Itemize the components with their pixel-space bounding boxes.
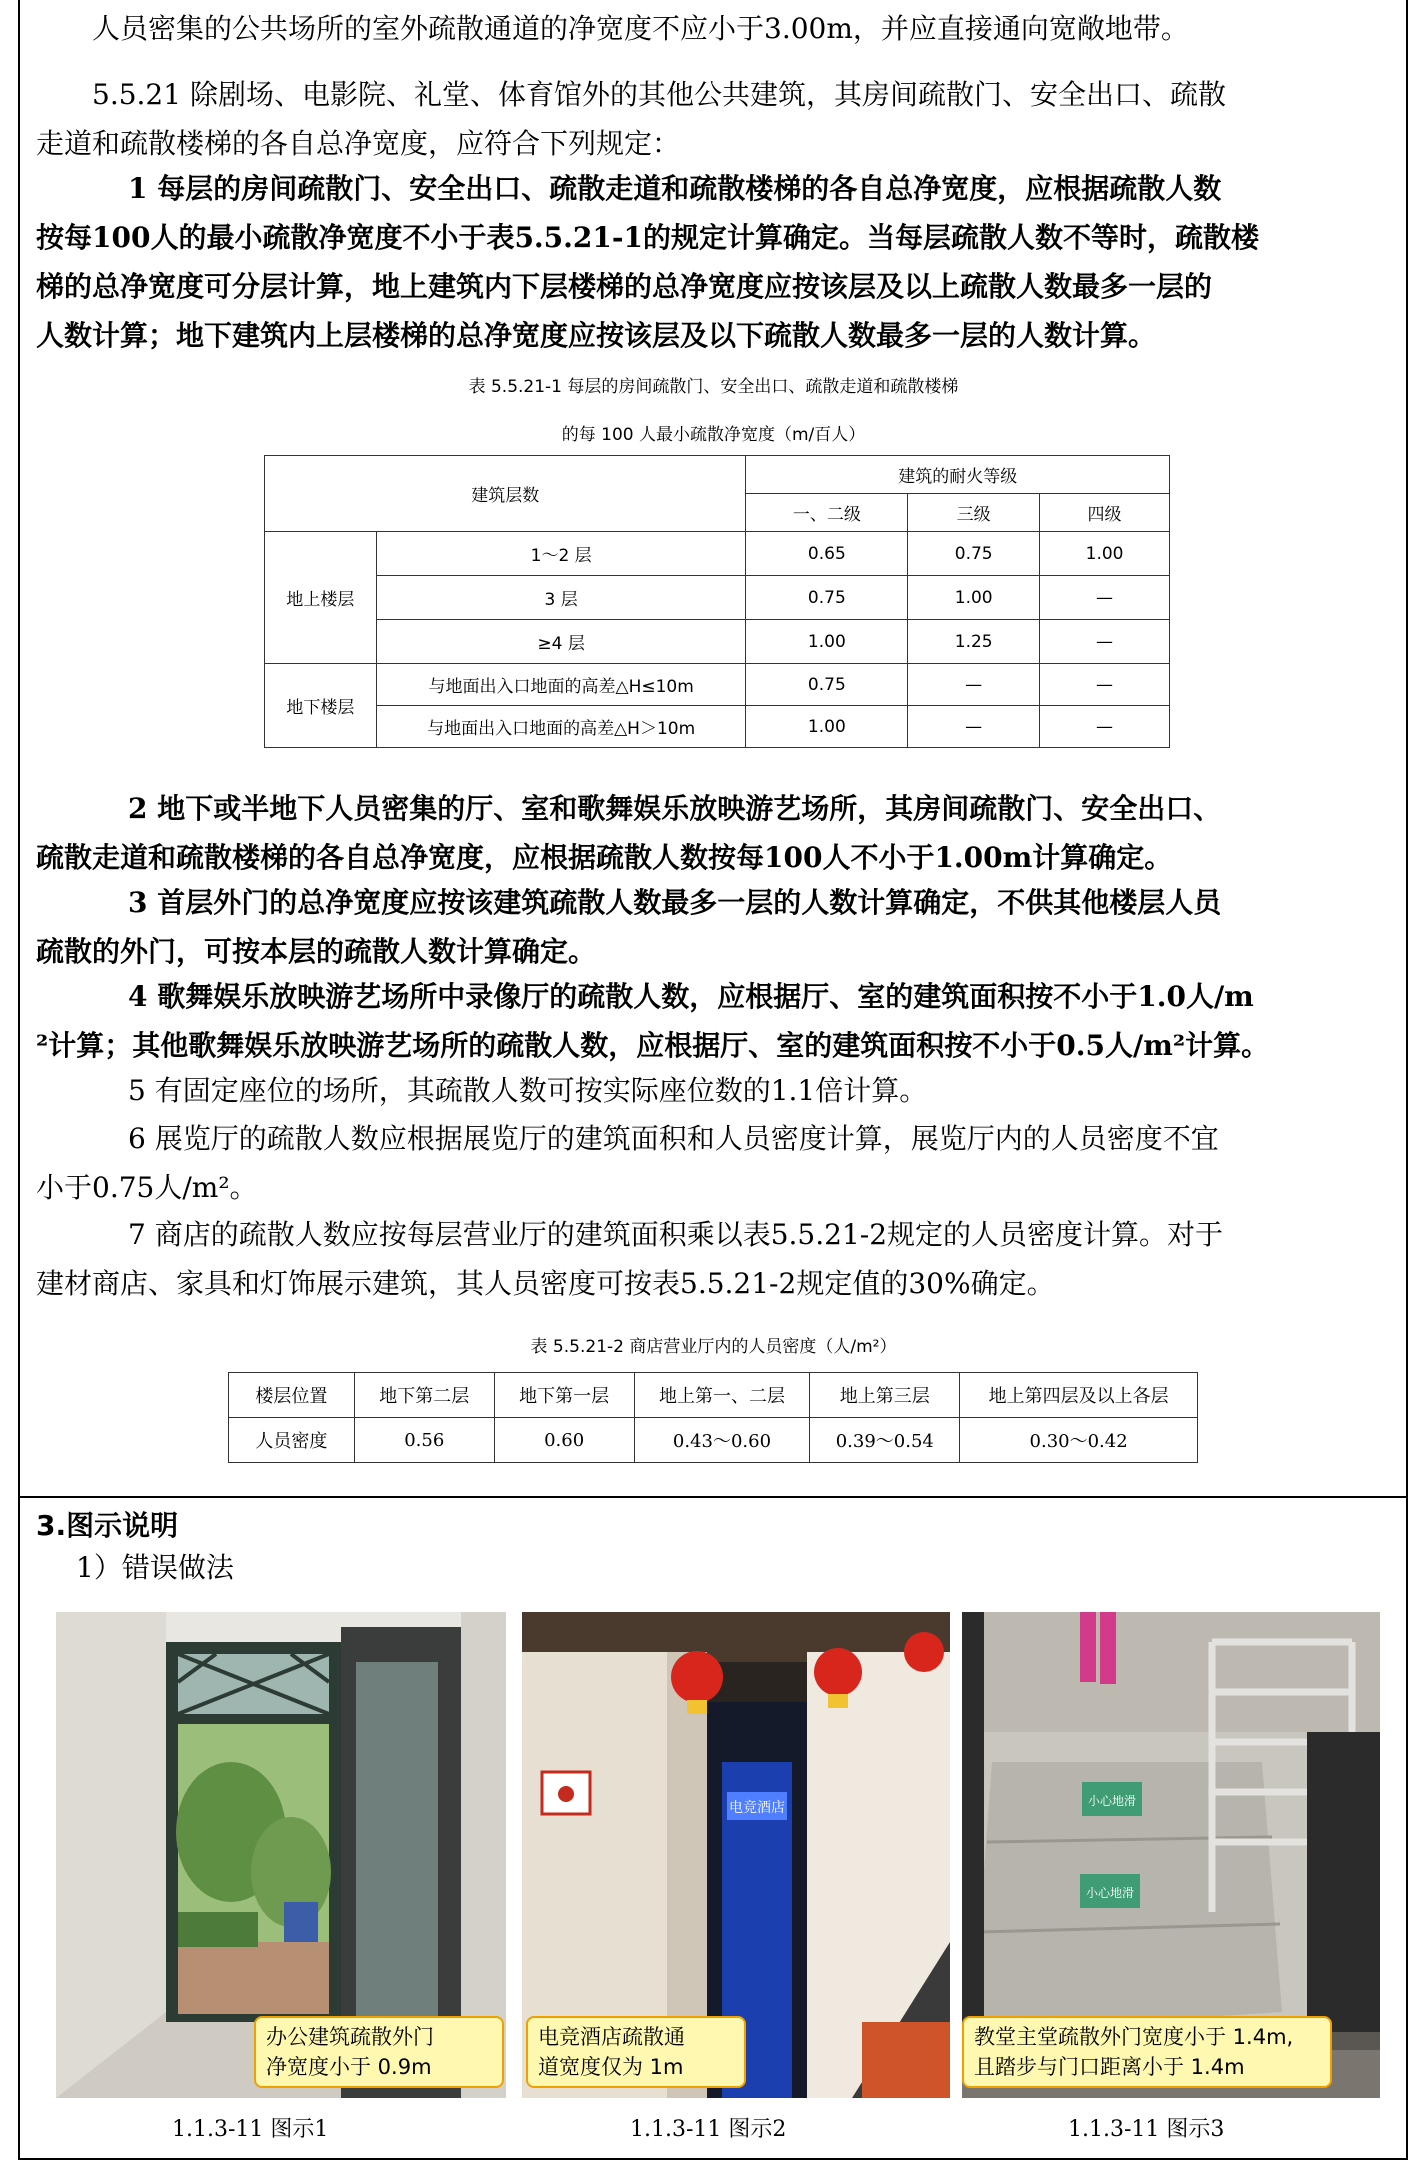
callout-esports-hotel: [526, 2016, 746, 2088]
table2-header-cell: 楼层位置: [229, 1373, 355, 1418]
callout-line: 办公建筑疏散外门: [266, 2025, 434, 2049]
table1-caption-line1: 表 5.5.21-1 每层的房间疏散门、安全出口、疏散走道和疏散楼梯: [468, 377, 959, 397]
table2-header-cell: 地下第二层: [354, 1373, 494, 1418]
paragraph-clause-5: 5 有固定座位的场所，其疏散人数可按实际座位数的1.1倍计算。: [128, 1074, 928, 1107]
table1-cell: —: [908, 664, 1040, 706]
table1-cell: —: [1040, 706, 1170, 748]
figure-caption-3: 1.1.3-11 图示3: [1068, 2117, 1225, 2142]
table1-row-label: ≥4 层: [376, 620, 746, 664]
paragraph-5-5-21: 5.5.21 除剧场、电影院、礼堂、体育馆外的其他公共建筑，其房间疏散门、安全出口、疏散 走道和疏散楼梯的各自总净宽度，应符合下列规定：: [36, 78, 1226, 160]
table2-value-cell: 0.60: [494, 1418, 634, 1463]
table-store-density: [228, 1372, 1198, 1463]
table1-cell: —: [908, 706, 1040, 748]
table1-head-floors: 建筑层数: [265, 456, 746, 532]
callout-church-door: [962, 2016, 1332, 2088]
table1-caption-line2: 的每 100 人最小疏散净宽度（m/百人）: [561, 425, 866, 445]
table1-cell: 0.75: [746, 664, 908, 706]
table1-row-label: 1～2 层: [376, 532, 746, 576]
caution-sign-text: 小心地滑: [1087, 1794, 1137, 1808]
table1-cell: 1.25: [908, 620, 1040, 664]
table1-cell: 0.65: [746, 532, 908, 576]
table2-header-cell: 地下第一层: [494, 1373, 634, 1418]
table1-row-label: 3 层: [376, 576, 746, 620]
table1-row-label: 与地面出入口地面的高差△H＞10m: [376, 706, 746, 748]
callout-office-door: [254, 2016, 504, 2088]
paragraph-clause-2: 2 地下或半地下人员密集的厅、室和歌舞娱乐放映游艺场所，其房间疏散门、安全出口、 疏散走道和疏散楼梯的各自总净宽度，应根据疏散人数按每100人不小于1.00m计算确定。: [36, 792, 1222, 874]
table1-cell: 1.00: [746, 706, 908, 748]
table2-header-cell: 地上第三层: [810, 1373, 960, 1418]
table-evacuation-width: [264, 455, 1170, 748]
table1-cell: 1.00: [1040, 532, 1170, 576]
caution-sign-text: 小心地滑: [1085, 1886, 1135, 1900]
table2-value-cell: 0.43～0.60: [634, 1418, 810, 1463]
section-title: 3.图示说明: [36, 1509, 179, 1542]
paragraph-clause-6: 6 展览厅的疏散人数应根据展览厅的建筑面积和人员密度计算，展览厅内的人员密度不宜 小于0.75人/m²。: [36, 1122, 1219, 1204]
callout-line: 净宽度小于 0.9m: [266, 2055, 432, 2079]
callout-line: 教堂主堂疏散外门宽度小于 1.4m,: [974, 2025, 1294, 2049]
section-divider: [18, 1496, 1408, 1498]
paragraph-clause-3: 3 首层外门的总净宽度应按该建筑疏散人数最多一层的人数计算确定，不供其他楼层人员 疏散的外门，可按本层的疏散人数计算确定。: [36, 886, 1222, 968]
table1-group-below: 地下楼层: [265, 664, 377, 748]
table2-value-cell: 人员密度: [229, 1418, 355, 1463]
paragraph-outdoor-passage: 人员密集的公共场所的室外疏散通道的净宽度不应小于3.00m，并应直接通向宽敞地带。: [92, 12, 1189, 45]
callout-line: 电竞酒店疏散通: [538, 2025, 685, 2049]
table2-header-cell: 地上第一、二层: [634, 1373, 810, 1418]
table2-header-cell: 地上第四层及以上各层: [960, 1373, 1198, 1418]
table2-value-cell: 0.39～0.54: [810, 1418, 960, 1463]
table1-grade-3: 三级: [908, 494, 1040, 532]
table1-cell: 0.75: [908, 532, 1040, 576]
section-subtitle: 1）错误做法: [76, 1551, 234, 1584]
paragraph-clause-7: 7 商店的疏散人数应按每层营业厅的建筑面积乘以表5.5.21-2规定的人员密度计算。对于 建材商店、家具和灯饰展示建筑，其人员密度可按表5.5.21-2规定值的30%确定。: [36, 1218, 1224, 1300]
table1-cell: —: [1040, 664, 1170, 706]
table1-cell: —: [1040, 620, 1170, 664]
table2-value-cell: 0.56: [354, 1418, 494, 1463]
callout-line: 且踏步与门口距离小于 1.4m: [974, 2055, 1245, 2079]
table2-value-cell: 0.30～0.42: [960, 1418, 1198, 1463]
table1-cell: 1.00: [908, 576, 1040, 620]
figure-caption-1: 1.1.3-11 图示1: [172, 2117, 329, 2142]
paragraph-clause-1: 1 每层的房间疏散门、安全出口、疏散走道和疏散楼梯的各自总净宽度，应根据疏散人数 按每100人的最小疏散净宽度不小于表5.5.21-1的规定计算确定。当每层疏散人数不等时，疏散楼 梯的总净宽度可分层计算，地上建筑内下层楼梯的总净宽度应按该层及以上疏散人数最多一层的 人数计算；地下建筑内上层楼梯的总净宽度应按该层及以下疏散人数最多一层的人数计算。: [36, 172, 1259, 352]
hotel-sign-text: 电竞酒店: [729, 1800, 785, 1816]
table1-head-rating: 建筑的耐火等级: [746, 456, 1170, 494]
table1-group-above: 地上楼层: [265, 532, 377, 664]
table2-caption: 表 5.5.21-2 商店营业厅内的人员密度（人/m²）: [530, 1337, 897, 1357]
table1-cell: 1.00: [746, 620, 908, 664]
table1-grade-1-2: 一、二级: [746, 494, 908, 532]
table1-grade-4: 四级: [1040, 494, 1170, 532]
table1-row-label: 与地面出入口地面的高差△H≤10m: [376, 664, 746, 706]
table1-cell: 0.75: [746, 576, 908, 620]
figure-caption-2: 1.1.3-11 图示2: [630, 2117, 787, 2142]
paragraph-clause-4: 4 歌舞娱乐放映游艺场所中录像厅的疏散人数，应根据厅、室的建筑面积按不小于1.0人/m ²计算；其他歌舞娱乐放映游艺场所的疏散人数，应根据厅、室的建筑面积按不小于0.5人/m²计算。: [36, 980, 1270, 1062]
callout-line: 道宽度仅为 1m: [538, 2055, 684, 2079]
table1-cell: —: [1040, 576, 1170, 620]
